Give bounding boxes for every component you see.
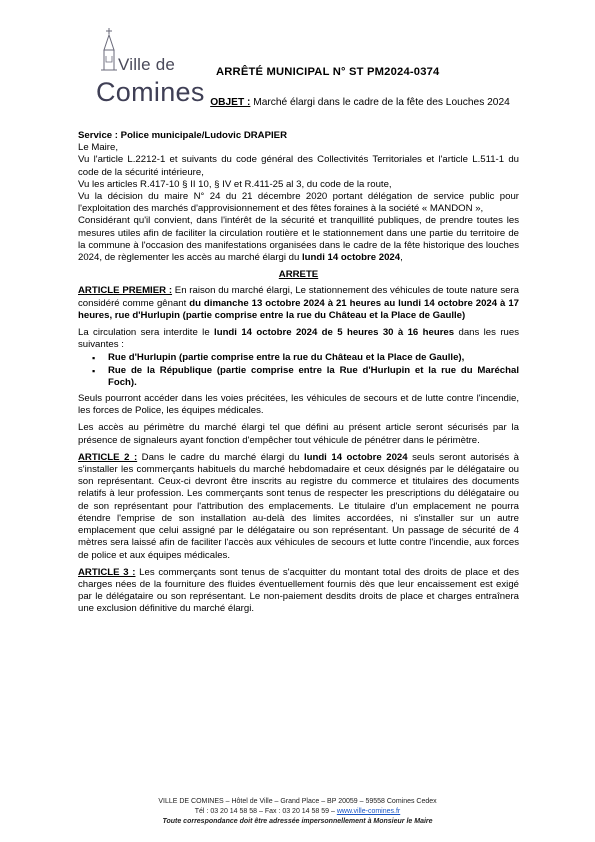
- vu-paragraph-3: Vu la décision du maire N° 24 du 21 décembre 2020 portant délégation de service public pour l'exploitation des marchés d'approvisionnement et des fêtes foraines à la société « MANDON »,: [78, 191, 519, 215]
- article3-text: Les commerçants sont tenus de s'acquitter du montant total des droits de place et des charges nées de la fourniture des fluides éventuellement fournis dès que leur encaissement est exigé par le délégataire ou son représentant. Le non-paiement desdits droits de place et charges entraînera une exclusion définitive du marché élargi.: [78, 566, 519, 615]
- vu-paragraph-2: Vu les articles R.417-10 § II 10, § IV et R.411-25 al 3, du code de la route,: [78, 178, 392, 190]
- footer-notice: Toute correspondance doit être adressée impersonnellement à Monsieur le Maire: [162, 818, 433, 825]
- objet-block: [200, 96, 520, 109]
- article1-bold: du dimanche 13 octobre 2024 à 21 heures au lundi 14 octobre 2024 à 17 heures, rue d'Hurlupin (partie comprise entre la rue du Château et la Place de Gaulle): [78, 297, 520, 321]
- article2-text2: seuls seront autorisés à s'installer les commerçants habituels du marché hebdomadaire et ceux désignés par le délégataire ou son représentant. Ceux-ci devront être inscrits au registre du commerce et titulaires des documents relatifs à leur profession. Les commerçants sont tenus de respecter les prescriptions du délégataire ou de son représentant pour l'attribution des emplacements. Le titulaire d'un emplacement ne pourra étendre l'emprise de son installation au-delà des limites accordées, ni s'installer sur un autre emplacement que celui assigné par le délégataire ou son représentant. Un passage de sécurité de 4 mètres sera laissé afin de faciliter l'accès aux véhicules de secours et lutte contre l'incendie, aux forces de police et aux équipes médicales.: [78, 451, 519, 561]
- arrete-heading: ARRETE: [278, 269, 319, 281]
- maire-line: Le Maire,: [78, 142, 118, 154]
- circulation-text: La circulation sera interdite le: [78, 327, 215, 339]
- website-link[interactable]: www.ville-comines.fr: [336, 808, 401, 815]
- ville-de-comines-logo: [96, 28, 205, 108]
- article2-date: lundi 14 octobre 2024: [303, 451, 408, 463]
- list-item: ▪ Rue d'Hurlupin (partie comprise entre la rue du Château et la Place de Gaulle),: [108, 352, 519, 364]
- document-title: ARRÊTÉ MUNICIPAL N° ST PM2024-0374: [216, 66, 440, 78]
- article1-text: En raison du marché élargi, Le stationnement des véhicules de toute nature sera considéré comme gênant: [78, 285, 519, 309]
- objet-text: Marché élargi dans le cadre de la fête des Louches 2024: [250, 97, 510, 108]
- page-footer: [90, 797, 505, 827]
- footer-address: VILLE DE COMINES – Hôtel de Ville – Grand Place – BP 20059 – 59558 Comines Cedex: [158, 798, 437, 805]
- circulation-date: lundi 14 octobre 2024 de 5 heures 30 à 16 heures: [214, 327, 455, 339]
- acces-paragraph: Les accès au périmètre du marché élargi tel que défini au présent article seront sécurisés par la présence de signaleurs ayant fonction d'empêcher tout véhicule de pénétrer dans le périmètre.: [78, 422, 519, 446]
- article2-text1: Dans le cadre du marché élargi du: [137, 451, 304, 463]
- considerant-text: Considérant qu'il convient, dans l'intérêt de la sécurité et tranquillité publiques, de prendre toutes les mesures utiles afin de faciliter la circulation routière et le stationnement dans une partie du territoire de la commune à l'occasion des manifestations organisées dans le cadre de la fête historique des louches 2024, de règlementer les accès au marché élargi du: [78, 215, 519, 264]
- article2-paragraph: [78, 452, 519, 562]
- circulation-paragraph: [78, 327, 519, 351]
- streets-list: [78, 352, 519, 389]
- seuls-paragraph: Seuls pourront accéder dans les voies précitées, les véhicules de secours et de lutte contre l'incendie, les forces de Police, les équipes médicales.: [78, 393, 519, 417]
- article2-label: ARTICLE 2 :: [78, 451, 138, 463]
- vu-paragraph-1: Vu l'article L.2212-1 et suivants du code général des Collectivités Territoriales et l'article L.511-1 du code de la sécurité intérieure,: [78, 154, 519, 178]
- logo-comines-text: Comines: [96, 77, 205, 107]
- document-body: [78, 130, 519, 616]
- article1-paragraph: [78, 285, 519, 322]
- service-line: Service : Police municipale/Ludovic DRAPIER: [78, 130, 287, 141]
- footer-phone-fax: Tél : 03 20 14 58 58 – Fax : 03 20 14 58 59 –: [194, 808, 337, 815]
- logo-ville-text: Ville de: [118, 55, 176, 74]
- considerant-date: lundi 14 octobre 2024: [301, 252, 401, 264]
- circulation-end: dans les rues suivantes :: [78, 327, 519, 351]
- objet-label: OBJET :: [210, 97, 251, 108]
- considerant-paragraph: [78, 215, 519, 264]
- considerant-end: ,: [400, 252, 403, 264]
- article3-label: ARTICLE 3 :: [78, 566, 136, 578]
- list-item: ▪ Rue de la République (partie comprise entre la Rue d'Hurlupin et la rue du Maréchal Foch).: [108, 365, 519, 389]
- footer-contact: [90, 807, 505, 817]
- article3-paragraph: [78, 567, 519, 616]
- article1-label: ARTICLE PREMIER :: [78, 285, 173, 297]
